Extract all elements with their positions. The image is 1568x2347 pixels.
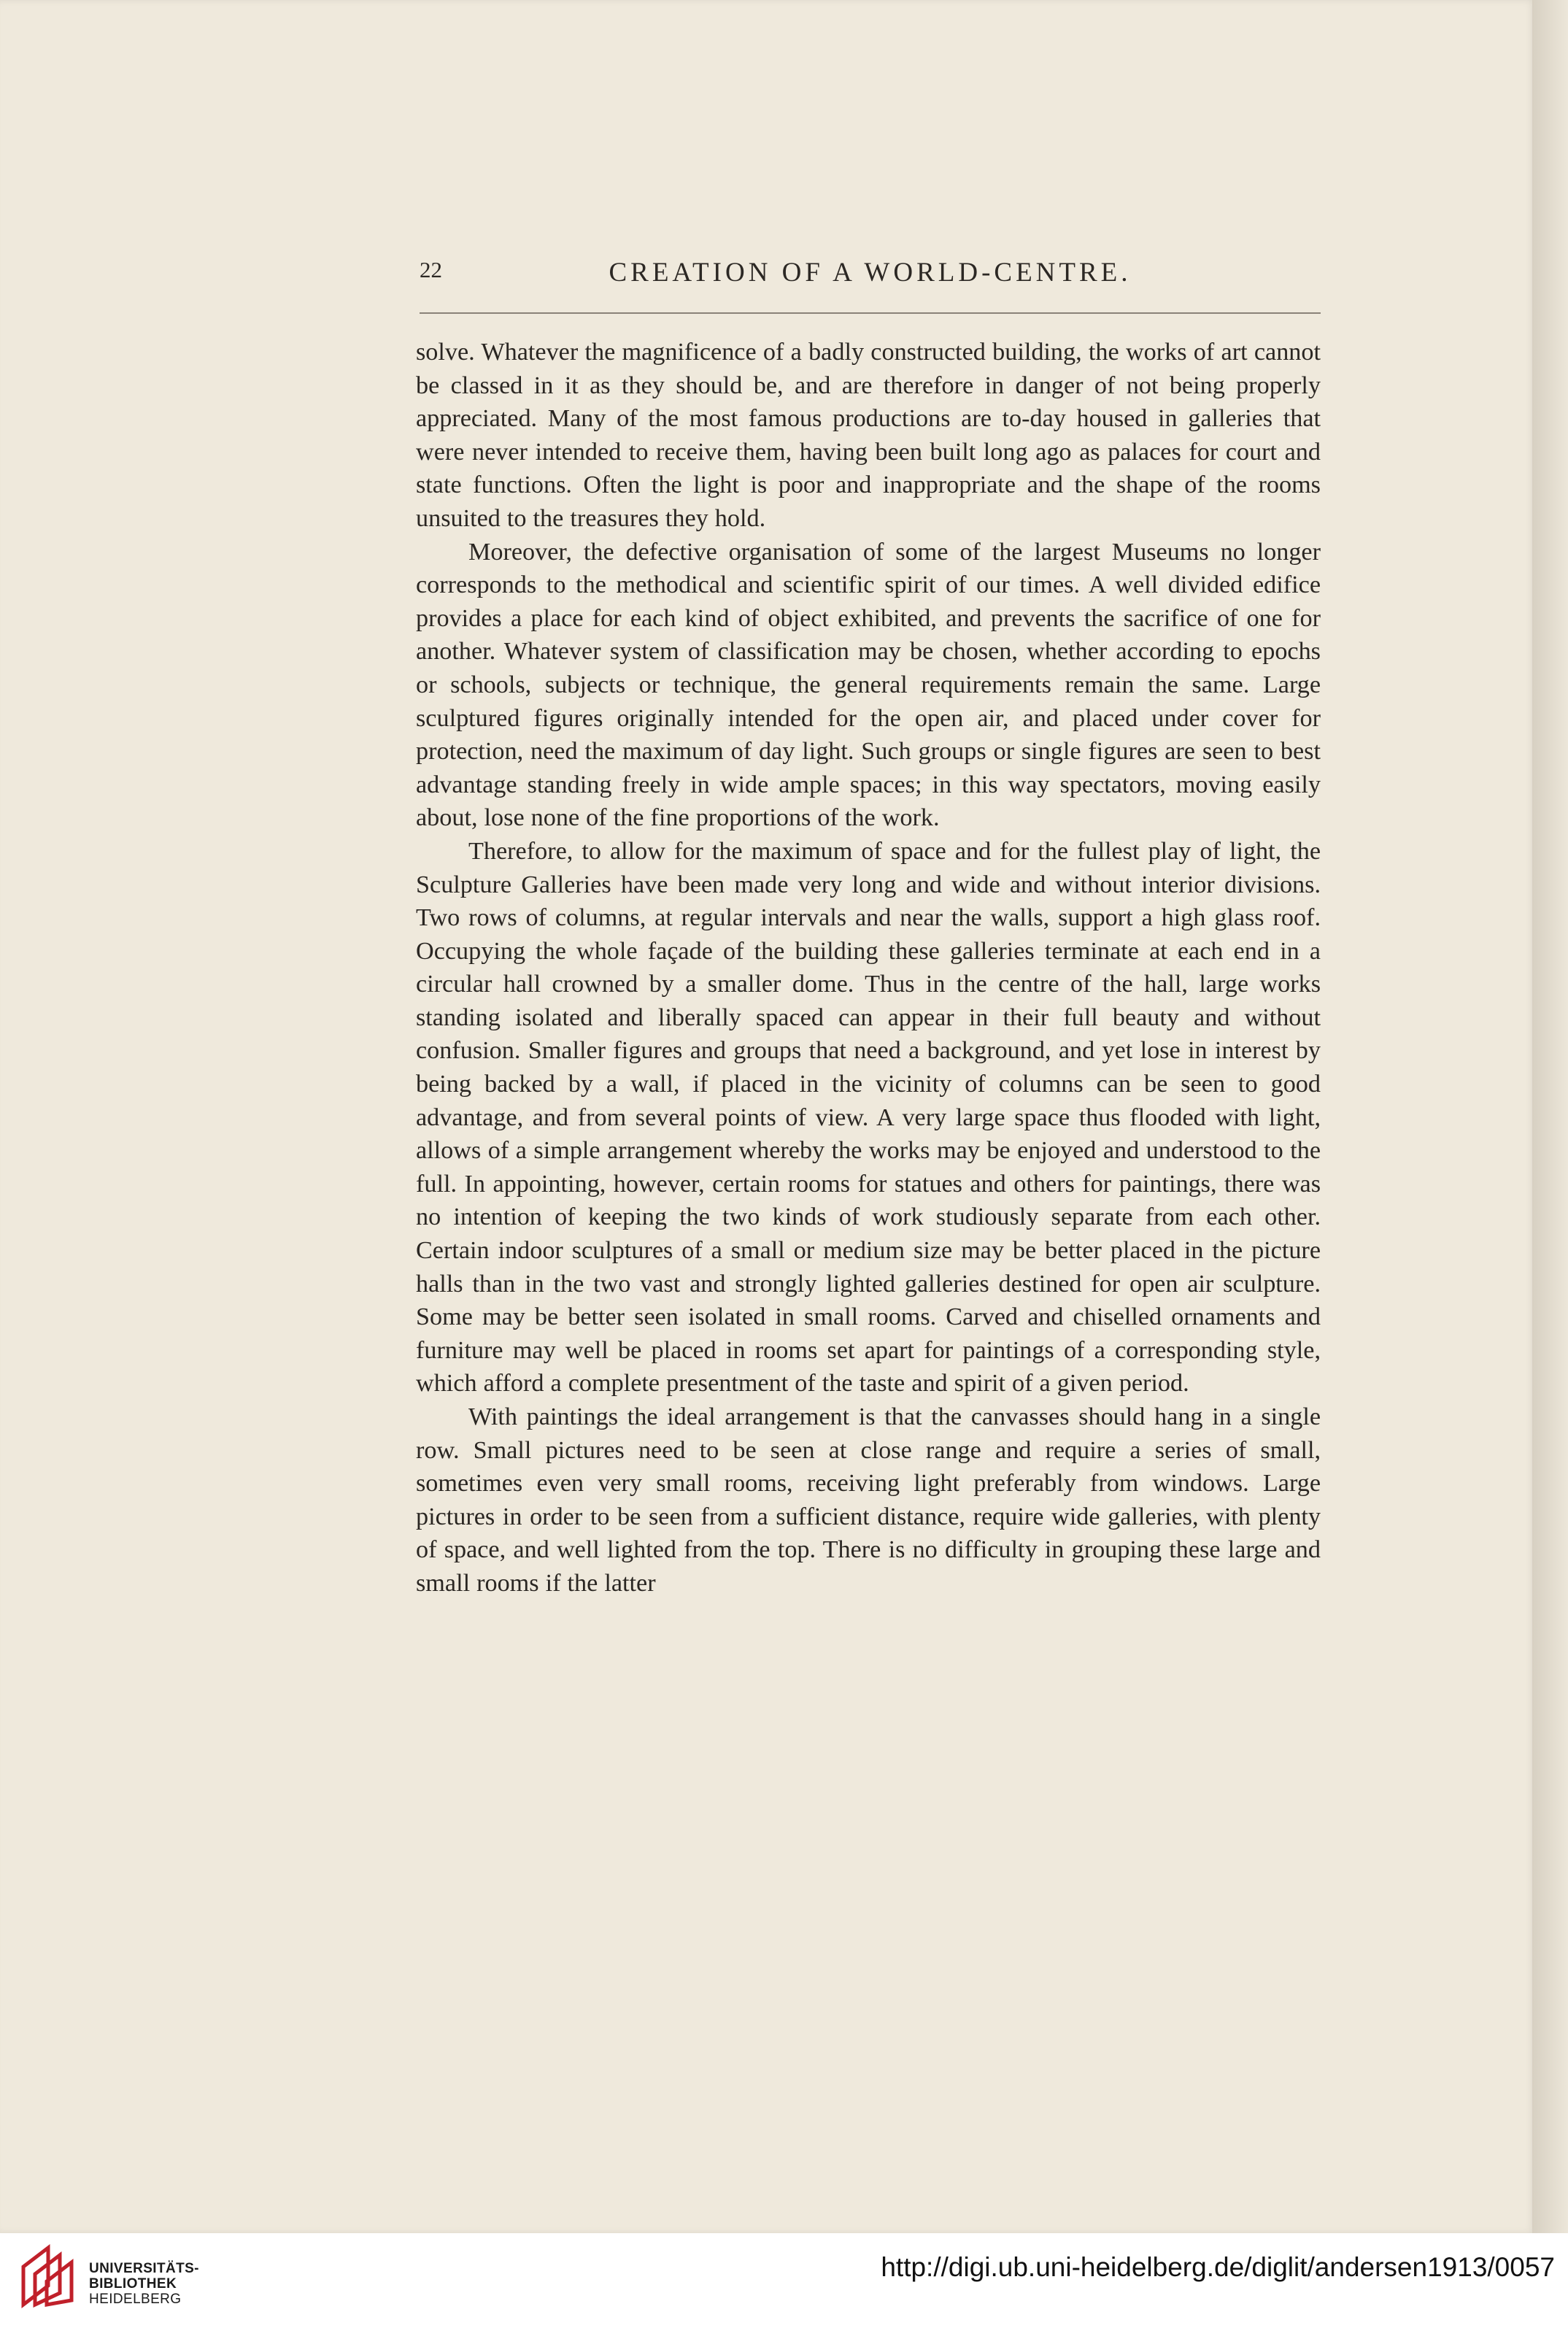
paragraph: Moreover, the defective organisation of some of the largest Museums no longer corresponds to the methodical and scientific spirit of our times. A well divided edifice provides a place for each kind of object exhibited, and prevents the sacrifice of one for another. Whatever system of classification may be chosen, whether according to epochs or schools, subjects or technique, the general requirements remain the same. Large sculptured figures originally intended for the open air, and placed under cover for protection, need the maximum of day light. Such groups or single figures are seen to best advantage standing freely in wide ample spaces; in this way spectators, moving easily about, lose none of the fine proportions of the work. (416, 538, 1321, 832)
source-url-link[interactable]: http://digi.ub.uni-heidelberg.de/diglit/andersen1913/0057 (881, 2252, 1555, 2282)
library-logo-icon (16, 2242, 83, 2309)
footer-bar (0, 2233, 1568, 2347)
running-title: CREATION OF A WORLD-CENTRE. (609, 258, 1132, 288)
header-rule (420, 312, 1321, 314)
library-name-line: HEIDELBERG (89, 2292, 182, 2307)
paragraph: With paintings the ideal arrangement is that the canvasses should hang in a single row. Small pictures need to be seen at close range and require a series of small, sometimes even very small rooms, receiving light preferably from windows. Large pictures in order to be seen from a sufficient distance, require wide galleries, with plenty of space, and well lighted from the top. There is no difficulty in grouping these large and small rooms if the latter (416, 1403, 1321, 1597)
paragraph: solve. Whatever the magnificence of a badly constructed building, the works of art cannot be classed in it as they should be, and are therefore in danger of not being properly appreciated. Many of the most famous productions are to-day housed in galleries that were never intended to receive them, having been built long ago as palaces for court and state functions. Often the light is poor and inappropriate and the shape of the rooms unsuited to the treasures they hold. (416, 339, 1321, 532)
page-number: 22 (420, 257, 442, 282)
running-head (420, 257, 1321, 293)
page-edge (1532, 0, 1568, 2233)
body-text (416, 336, 1321, 1600)
library-name-line: UNIVERSITÄTS- (89, 2261, 199, 2276)
paragraph: Therefore, to allow for the maximum of space and for the fullest play of light, the Sculpture Galleries have been made very long and wide and without interior divisions. Two rows of columns, at regular intervals and near the walls, support a high glass roof. Occupying the whole façade of the building these galleries terminate at each end in a circular hall crowned by a smaller dome. Thus in the centre of the hall, large works standing isolated and liberally spaced can appear in their full beauty and without confusion. Smaller figures and groups that need a background, and yet lose in interest by being backed by a wall, if placed in the vicinity of columns can be seen to good advantage, and from several points of view. A very large space thus flooded with light, allows of a simple arrangement whereby the works may be enjoyed and understood to the full. In appointing, however, certain rooms for statues and others for paintings, there was no intention of keeping the two kinds of work studiously separate from each other. Certain indoor sculptures of a small or medium size may be better placed in the picture halls than in the two vast and strongly lighted galleries destined for open air sculpture. Some may be better seen isolated in small rooms. Carved and chiselled ornaments and furniture may well be placed in rooms set apart for paintings of a corresponding style, which afford a complete presentment of the taste and spirit of a given period. (416, 837, 1321, 1398)
library-name (89, 2261, 199, 2307)
library-name-line: BIBLIOTHEK (89, 2276, 177, 2292)
